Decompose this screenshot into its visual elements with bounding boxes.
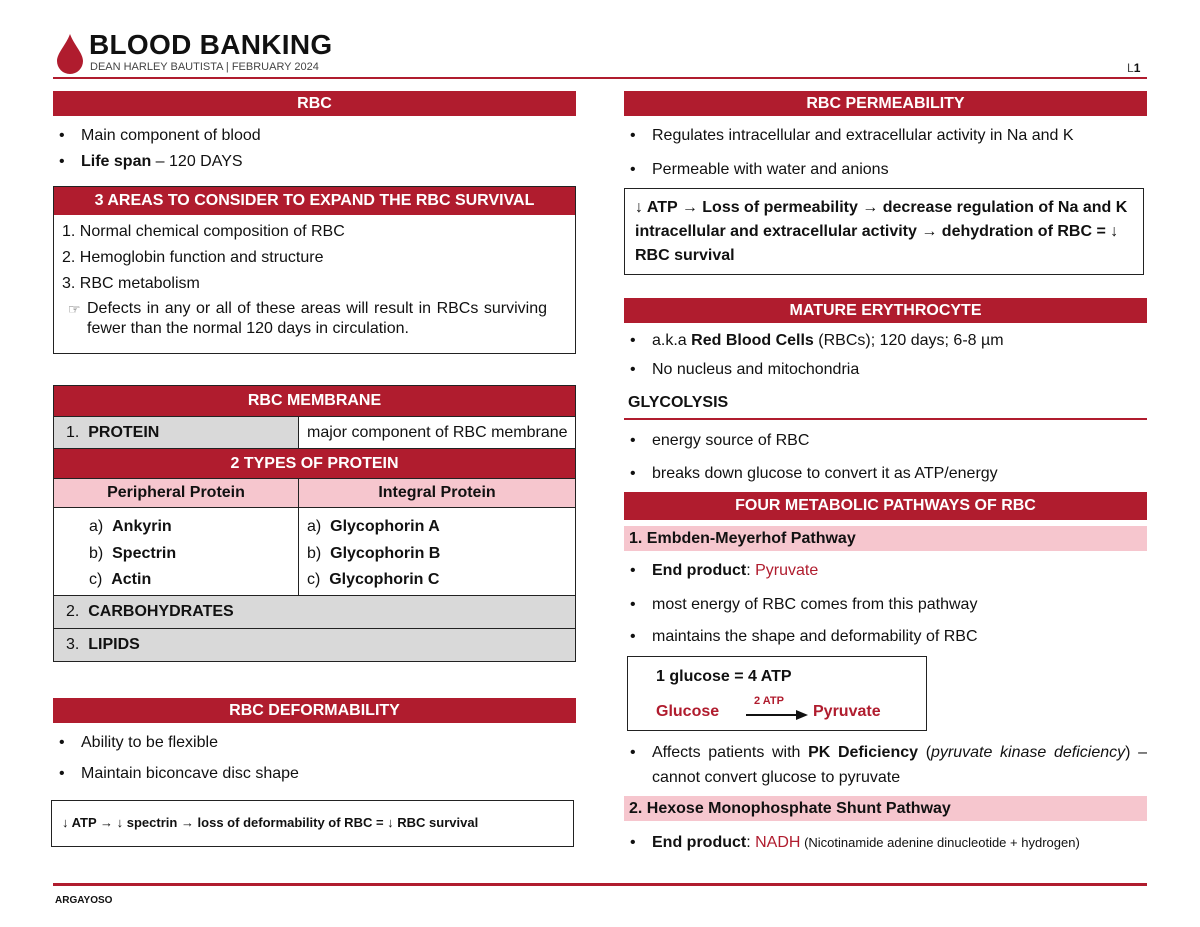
footer-name: ARGAYOSO [55,895,113,906]
rbc-heading: RBC [53,91,576,116]
pathways-heading: FOUR METABOLIC PATHWAYS OF RBC [624,492,1147,520]
list-item: • Ability to be flexible [53,732,576,754]
deformability-list [53,732,576,785]
permeability-heading: RBC PERMEABILITY [624,91,1147,116]
equation-glucose: Glucose [656,703,720,720]
pathway-2-list [624,832,1164,854]
permeability-box: ↓ ATP → Loss of permeability → decrease regulation of Na and K intracellular and extracellular activity → dehydration of RBC = ↓ RBC survival [624,188,1144,275]
list-item: • most energy of RBC comes from this pathway [624,594,1147,616]
list-item: a) Glycophorin A [307,518,440,535]
header-rule [53,77,1147,79]
list-item: • End product: NADH (Nicotinamide adenine dinucleotide + hydrogen) [624,832,1164,854]
areas-item: 3. RBC metabolism [62,275,200,292]
pathway-2-heading: 2. Hexose Monophosphate Shunt Pathway [624,796,1147,821]
doc-title: BLOOD BANKING [89,29,333,60]
list-item: • End product: Pyruvate [624,560,1147,582]
pathway-1-list [624,560,1147,648]
list-item: • energy source of RBC [624,430,1147,452]
glycolysis-list [624,430,1147,485]
list-item: • Regulates intracellular and extracellular activity in Na and K [624,125,1147,147]
peripheral-head: Peripheral Protein [54,479,299,508]
deformability-box: ↓ ATP → ↓ spectrin → loss of deformability of RBC = ↓ RBC survival [51,800,574,847]
pk-list [624,740,1147,790]
membrane-table [53,385,576,662]
membrane-heading: RBC MEMBRANE [54,386,576,417]
deformability-heading: RBC DEFORMABILITY [53,698,576,723]
list-item: • Maintain biconcave disc shape [53,763,576,785]
list-item: • No nucleus and mitochondria [624,359,1147,381]
equation-box [627,656,927,731]
list-item: • Life span – 120 DAYS [53,151,576,173]
list-item: b) Glycophorin B [307,544,441,562]
areas-box [53,186,576,354]
list-item: a) Ankyrin [89,518,172,535]
blood-drop-icon [55,33,85,75]
doc-subtitle: DEAN HARLEY BAUTISTA | FEBRUARY 2024 [90,61,319,73]
carbohydrates-cell: 2. CARBOHYDRATES [54,596,576,629]
page-number: L1 [1127,61,1141,75]
equation-line: 1 glucose = 4 ATP [656,668,792,685]
areas-item: 2. Hemoglobin function and structure [62,249,324,266]
list-item: • maintains the shape and deformability of RBC [624,626,1147,648]
pointing-hand-icon: ☞ [68,301,81,317]
areas-heading: 3 AREAS TO CONSIDER TO EXPAND THE RBC SURVIVAL [54,187,575,215]
equation-pyruvate: Pyruvate [813,703,881,720]
equation-atp: 2 ATP [754,695,784,707]
mature-list [624,330,1147,381]
mature-heading: MATURE ERYTHROCYTE [624,298,1147,323]
list-item: c) Glycophorin C [307,571,440,588]
list-item: • breaks down glucose to convert it as ATP/energy [624,463,1147,485]
permeability-list [624,125,1147,181]
protein-desc: major component of RBC membrane [299,417,576,449]
areas-item: 1. Normal chemical composition of RBC [62,223,345,240]
peripheral-list [54,508,299,596]
areas-note: ☞ Defects in any or all of these areas will result in RBCs surviving fewer than the normal 120 days in circulation. [68,300,547,337]
glycolysis-heading: GLYCOLYSIS [628,394,729,411]
arrow-right-icon [746,708,808,720]
list-item: • Permeable with water and anions [624,159,1147,181]
integral-head: Integral Protein [299,479,576,508]
pathway-1-heading: 1. Embden-Meyerhof Pathway [624,526,1147,551]
protein-cell: 1. PROTEIN [54,417,299,449]
list-item: c) Actin [89,571,152,588]
integral-list [299,508,576,596]
lipids-cell: 3. LIPIDS [54,629,576,662]
types-heading: 2 TYPES OF PROTEIN [54,449,576,479]
list-item: • a.k.a Red Blood Cells (RBCs); 120 days; 6-8 µm [624,330,1147,352]
footer-rule [53,883,1147,886]
list-item: • Affects patients with PK Deficiency (pyruvate kinase deficiency) – cannot convert glucose to pyruvate [624,740,1147,790]
glycolysis-rule [624,418,1147,420]
list-item: • Main component of blood [53,125,576,147]
list-item: b) Spectrin [89,544,177,562]
rbc-list [53,125,576,173]
